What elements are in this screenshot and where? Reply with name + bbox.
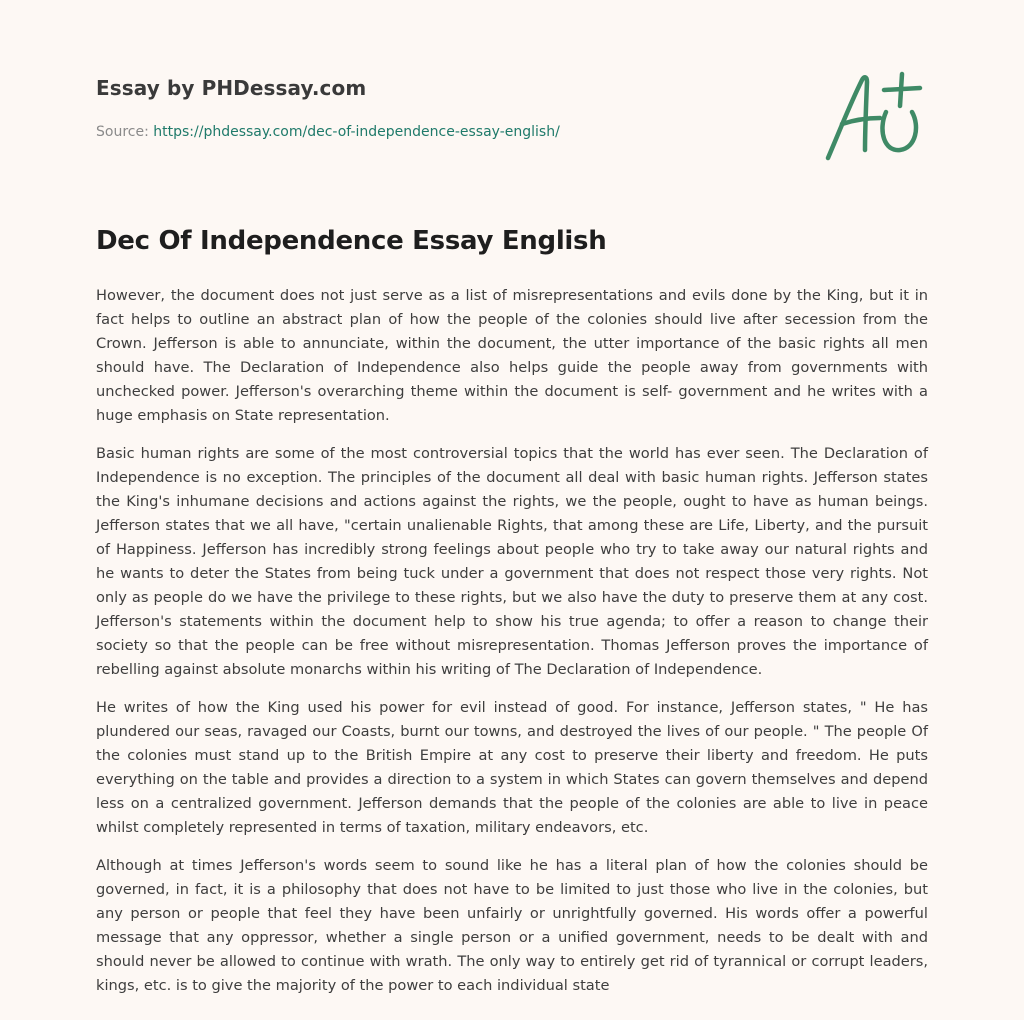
essay-paragraph: However, the document does not just serve as a list of misrepresentations and evils done by the King, but it in fact helps to outline an abstract plan of how the people of the colonies should live after secession from the Crown. Jefferson is able to annunciate, within the document, the utter importance of the basic rights all men should have. The Declaration of Independence also helps guide the people away from governments with unchecked power. Jefferson's overarching theme within the document is self- government and he writes with a huge emphasis on State representation.	[96, 287, 928, 424]
a-plus-grade-icon	[820, 68, 930, 164]
source-label: Source:	[96, 124, 149, 140]
source-link[interactable]: https://phdessay.com/dec-of-independence-essay-english/	[153, 124, 560, 140]
essay-paragraph: Although at times Jefferson's words seem to sound like he has a literal plan of how the colonies should be governed, in fact, it is a philosophy that does not have to be limited to just those who live in the colonies, but any person or people that feel they have been unfairly or unrightfully governed. His words offer a powerful message that any oppressor, whether a single person or a unified government, needs to be dealt with and should never be allowed to continue with wrath. The only way to entirely get rid of tyrannical or corrupt leaders, kings, etc. is to give the majority of the power to each individual state	[96, 857, 928, 994]
essay-body	[96, 284, 928, 1012]
essay-paragraph: Basic human rights are some of the most controversial topics that the world has ever seen. The Declaration of Independence is no exception. The principles of the document all deal with basic human rights. Jefferson states the King's inhumane decisions and actions against the rights, we the people, ought to have as human beings. Jefferson states that we all have, "certain unalienable Rights, that among these are Life, Liberty, and the pursuit of Happiness. Jefferson has incredibly strong feelings about people who try to take away our natural rights and he wants to deter the States from being tuck under a government that does not respect those very rights. Not only as people do we have the privilege to these rights, but we also have the duty to preserve them at any cost. Jefferson's statements within the document help to show his true agenda; to offer a reason to change their society so that the people can be free without misrepresentation. Thomas Jefferson proves the importance of rebelling against absolute monarchs within his writing of The Declaration of Independence.	[96, 445, 928, 678]
source-line	[96, 124, 560, 140]
essay-paragraph: He writes of how the King used his power for evil instead of good. For instance, Jefferson states, " He has plundered our seas, ravaged our Coasts, burnt our towns, and destroyed the lives of our people. " The people Of the colonies must stand up to the British Empire at any cost to preserve their liberty and freedom. He puts everything on the table and provides a direction to a system in which States can govern themselves and depend less on a centralized government. Jefferson demands that the people of the colonies are able to live in peace whilst completely represented in terms of taxation, military endeavors, etc.	[96, 699, 928, 836]
site-brand: Essay by PHDessay.com	[96, 76, 367, 100]
essay-title: Dec Of Independence Essay English	[96, 226, 607, 256]
